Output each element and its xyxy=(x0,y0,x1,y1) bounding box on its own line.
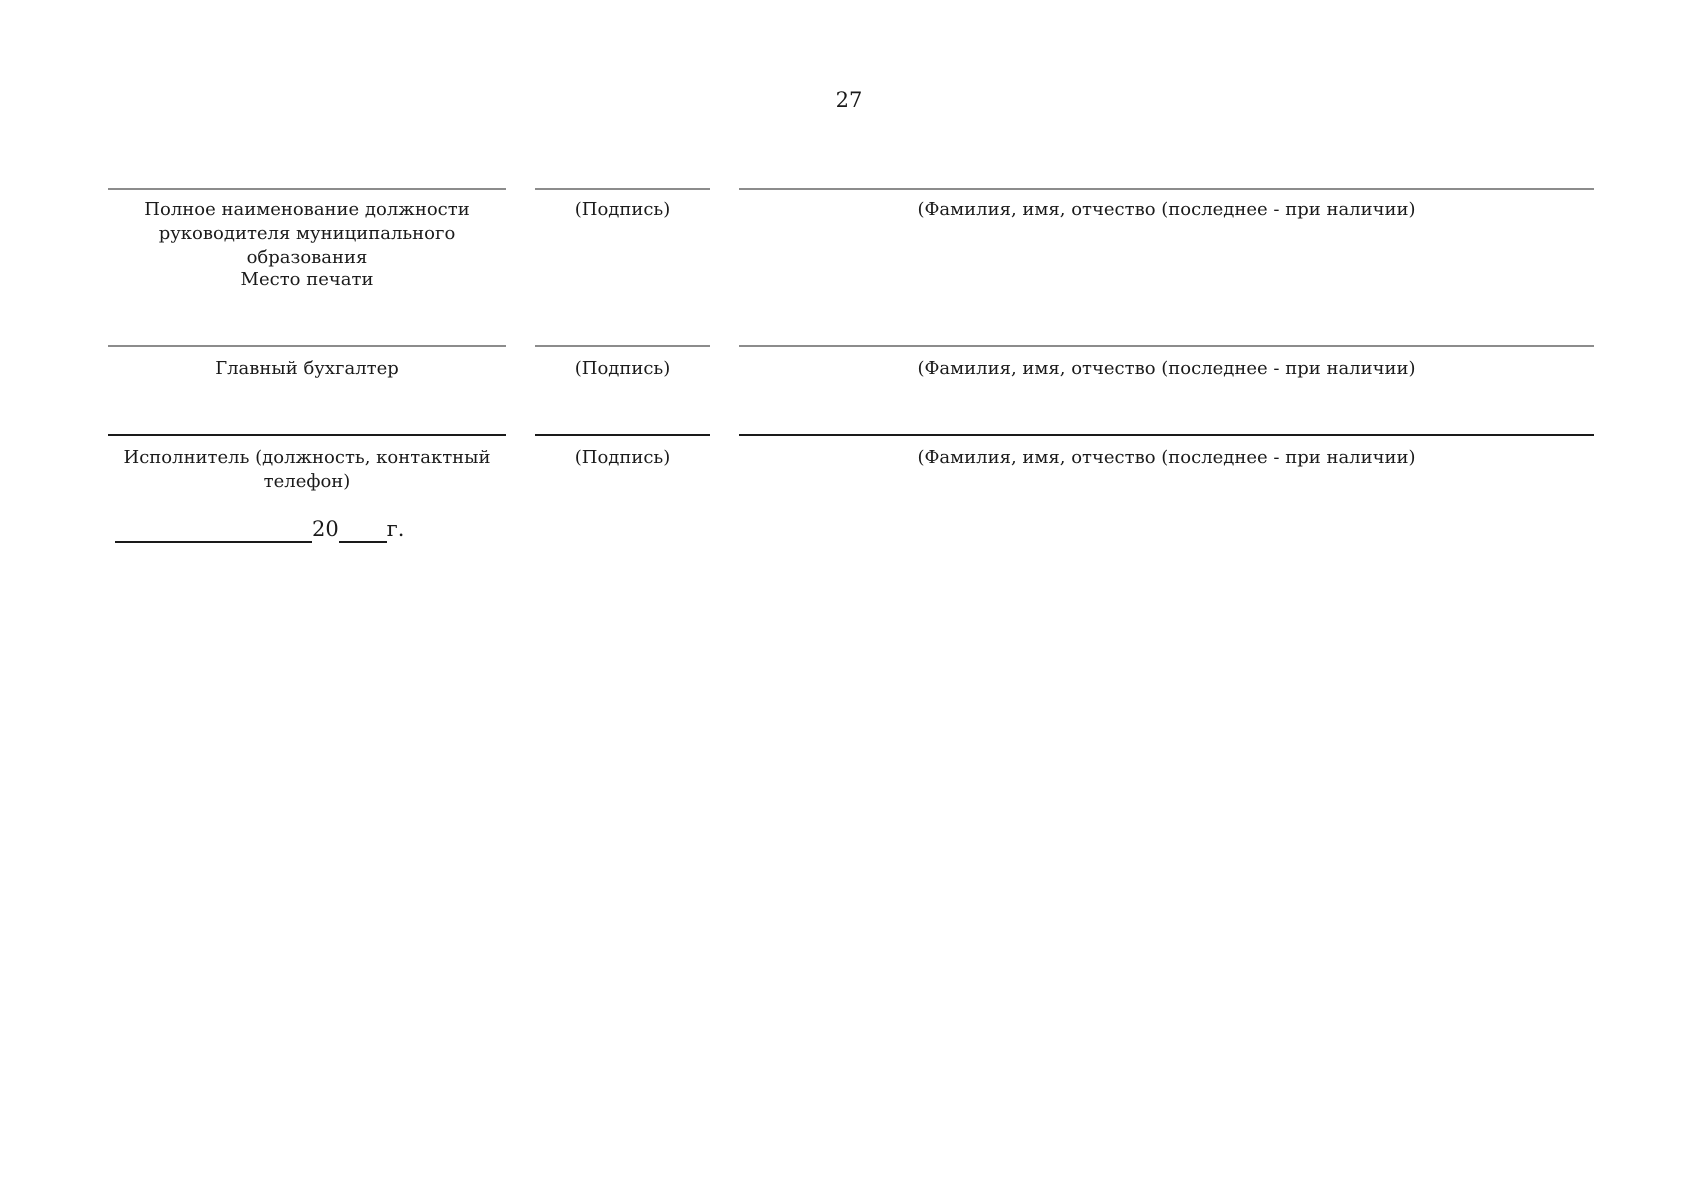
signature-caption: (Подпись) xyxy=(574,447,671,468)
date-day-blank xyxy=(115,517,312,543)
signature-line xyxy=(535,188,710,190)
date-year-blank xyxy=(339,517,387,543)
position-caption-line: телефон) xyxy=(263,471,351,492)
position-line xyxy=(108,434,506,436)
position-caption xyxy=(108,446,506,494)
signature-caption: (Подпись) xyxy=(574,358,671,379)
position-caption-line: Главный бухгалтер xyxy=(215,358,399,379)
signature-line xyxy=(535,434,710,436)
name-caption: (Фамилия, имя, отчество (последнее - при наличии) xyxy=(917,358,1416,379)
date-suffix: г. xyxy=(386,517,405,541)
position-caption-line: руководителя муниципального образования xyxy=(158,223,456,268)
position-caption xyxy=(108,198,506,270)
position-caption-line: Полное наименование должности xyxy=(144,199,470,220)
signature-caption: (Подпись) xyxy=(574,199,671,220)
name-line xyxy=(739,345,1594,347)
name-caption: (Фамилия, имя, отчество (последнее - при наличии) xyxy=(917,199,1416,220)
signature-line xyxy=(535,345,710,347)
date-line xyxy=(115,515,404,543)
position-caption xyxy=(108,357,506,381)
position-line xyxy=(108,188,506,190)
page-number: 27 xyxy=(835,88,863,112)
position-caption-line: Исполнитель (должность, контактный xyxy=(123,447,491,468)
seal-place-label: Место печати xyxy=(240,269,374,290)
date-century: 20 xyxy=(312,517,339,541)
name-line xyxy=(739,434,1594,436)
position-line xyxy=(108,345,506,347)
name-caption: (Фамилия, имя, отчество (последнее - при наличии) xyxy=(917,447,1416,468)
name-line xyxy=(739,188,1594,190)
